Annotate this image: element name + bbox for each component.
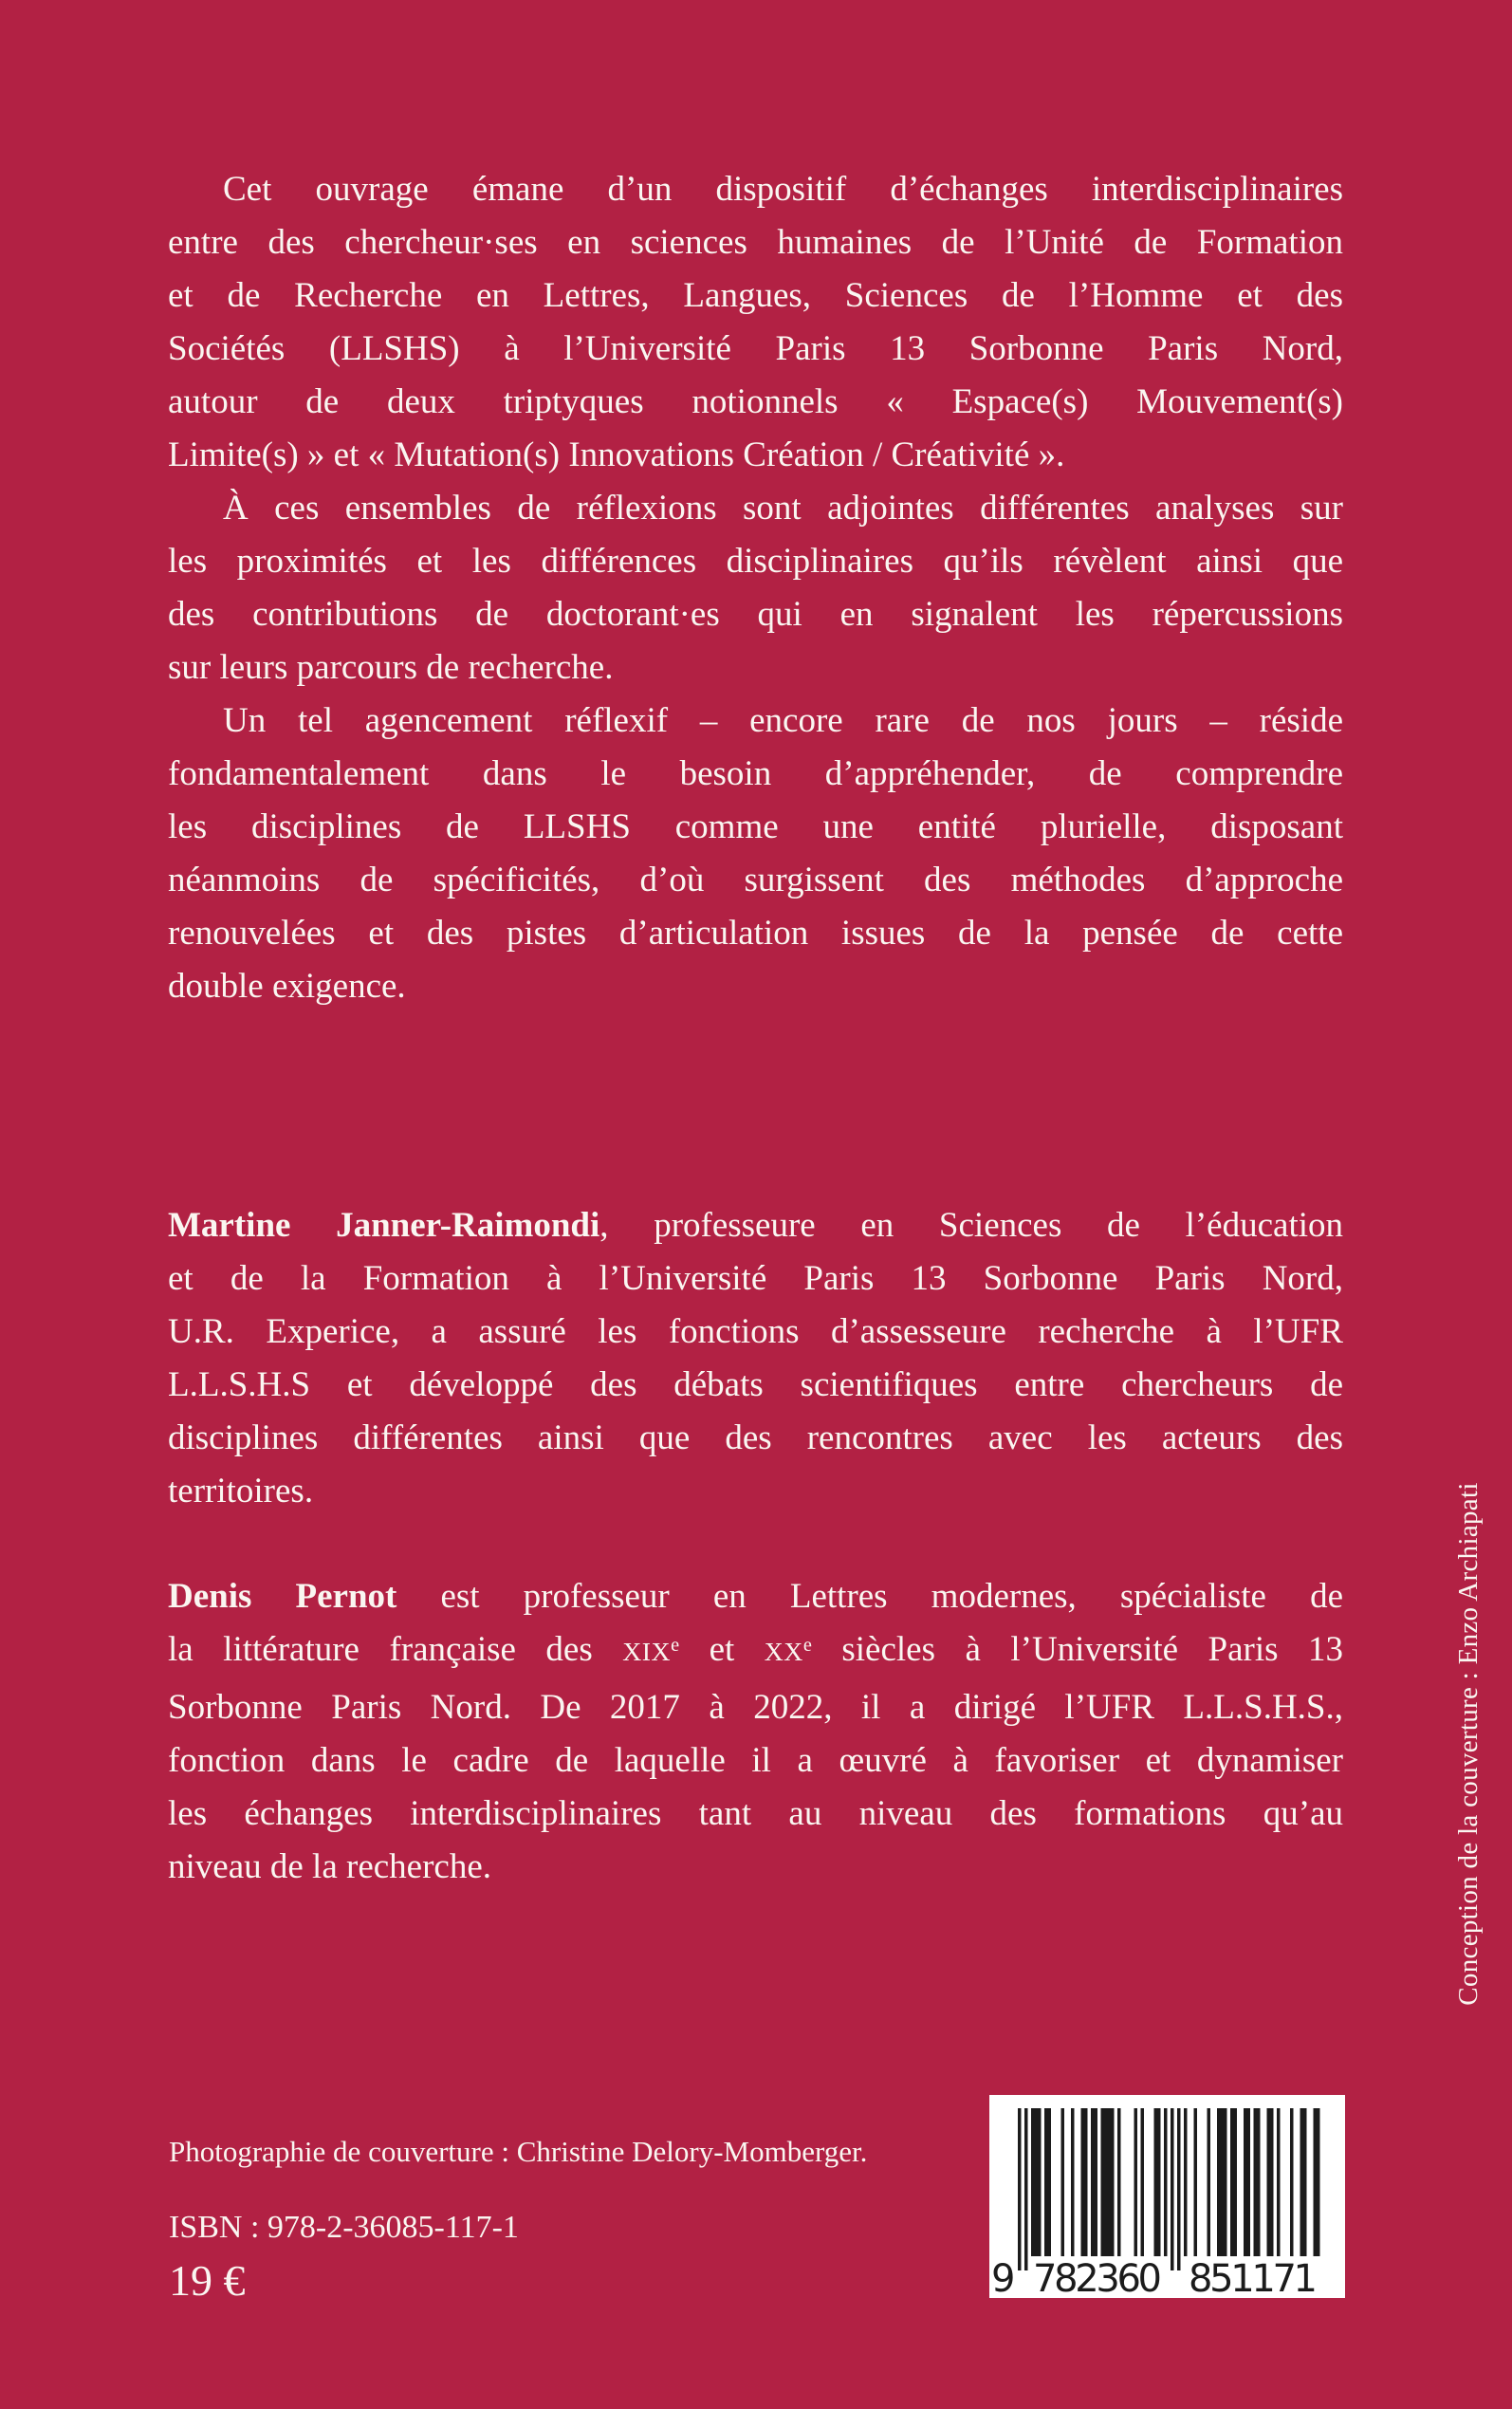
ordinal-superscript: e bbox=[671, 1634, 680, 1656]
isbn: ISBN : 978-2-36085-117-1 bbox=[169, 2210, 519, 2245]
price: 19 € bbox=[169, 2256, 246, 2305]
photo-credit: Photographie de couverture : Christine Delory-Momberger. bbox=[169, 2135, 868, 2168]
svg-text:9: 9 bbox=[991, 2257, 1016, 2298]
synopsis-p2-line: sur leurs parcours de recherche. bbox=[168, 648, 614, 687]
bio-text: siècles à l’Université Paris 13 bbox=[811, 1630, 1344, 1669]
synopsis-p1-line: entre des chercheur·ses en sciences humaines de l’Unité de Formation bbox=[168, 223, 1343, 262]
synopsis-p1-line: Cet ouvrage émane d’un dispositif d’échanges interdisciplinaires bbox=[223, 170, 1343, 209]
bio-text: est professeur en Lettres modernes, spécialiste de bbox=[396, 1577, 1343, 1616]
bio-text: , professeure en Sciences de l’éducation bbox=[599, 1206, 1343, 1245]
synopsis-p2-line: les proximités et les différences disciplinaires qu’ils révèlent ainsi que bbox=[168, 542, 1343, 581]
bio-line: U.R. Experice, a assuré les fonctions d’assesseure recherche à l’UFR bbox=[168, 1312, 1343, 1351]
synopsis-p1-line: et de Recherche en Lettres, Langues, Sciences de l’Homme et des bbox=[168, 276, 1343, 315]
bio-line bbox=[168, 1570, 1343, 1623]
bio-line bbox=[168, 1623, 1343, 1681]
bio-line: et de la Formation à l’Université Paris 13 Sorbonne Paris Nord, bbox=[168, 1259, 1343, 1298]
bio-line: niveau de la recherche. bbox=[168, 1847, 492, 1886]
author-name: Denis Pernot bbox=[168, 1577, 397, 1616]
bio-line: L.L.S.H.S et développé des débats scientifiques entre chercheurs de bbox=[168, 1365, 1343, 1404]
synopsis-p3-line: néanmoins de spécificités, d’où surgissent des méthodes d’approche bbox=[168, 861, 1343, 899]
synopsis bbox=[168, 163, 1343, 1013]
bio-line: Sorbonne Paris Nord. De 2017 à 2022, il a dirigé l’UFR L.L.S.H.S., bbox=[168, 1688, 1343, 1727]
ordinal-superscript: e bbox=[802, 1634, 812, 1656]
bio-text: la littérature française des bbox=[168, 1630, 623, 1669]
bio-line: territoires. bbox=[168, 1472, 314, 1510]
synopsis-p3-line: les disciplines de LLSHS comme une entité plurielle, disposant bbox=[168, 807, 1343, 846]
synopsis-p1-line: autour de deux triptyques notionnels « Espace(s) Mouvement(s) bbox=[168, 382, 1343, 421]
synopsis-p1-line: Limite(s) » et « Mutation(s) Innovations Création / Créativité ». bbox=[168, 435, 1065, 474]
bio-line bbox=[168, 1199, 1343, 1252]
century-small-caps: XX bbox=[764, 1638, 803, 1667]
barcode bbox=[989, 2095, 1345, 2298]
bio-denis-pernot bbox=[168, 1570, 1343, 1894]
synopsis-p1-line: Sociétés (LLSHS) à l’Université Paris 13 Sorbonne Paris Nord, bbox=[168, 329, 1343, 368]
bio-line: fonction dans le cadre de laquelle il a œuvré à favoriser et dynamiser bbox=[168, 1741, 1343, 1780]
bio-martine-janner-raimondi bbox=[168, 1199, 1343, 1518]
barcode-bars bbox=[989, 2095, 1345, 2298]
synopsis-p2-line: À ces ensembles de réflexions sont adjointes différentes analyses sur bbox=[223, 489, 1343, 528]
synopsis-p3-line: Un tel agencement réflexif – encore rare de nos jours – réside bbox=[223, 701, 1343, 740]
synopsis-p3-line: renouvelées et des pistes d’articulation issues de la pensée de cette bbox=[168, 914, 1343, 953]
bio-line: les échanges interdisciplinaires tant au niveau des formations qu’au bbox=[168, 1794, 1343, 1833]
century-small-caps: XIX bbox=[622, 1638, 672, 1667]
synopsis-p2-line: des contributions de doctorant·es qui en signalent les répercussions bbox=[168, 595, 1343, 634]
svg-text:782360: 782360 bbox=[1033, 2257, 1162, 2298]
author-name: Martine Janner-Raimondi bbox=[168, 1206, 600, 1245]
synopsis-p3-line: fondamentalement dans le besoin d’appréhender, de comprendre bbox=[168, 754, 1343, 793]
svg-text:851171: 851171 bbox=[1189, 2257, 1318, 2298]
cover-design-credit: Conception de la couverture : Enzo Archiapati bbox=[1453, 1482, 1484, 2006]
synopsis-p3-line: double exigence. bbox=[168, 967, 406, 1006]
bio-text: et bbox=[679, 1630, 765, 1669]
bio-line: disciplines différentes ainsi que des rencontres avec les acteurs des bbox=[168, 1418, 1343, 1457]
